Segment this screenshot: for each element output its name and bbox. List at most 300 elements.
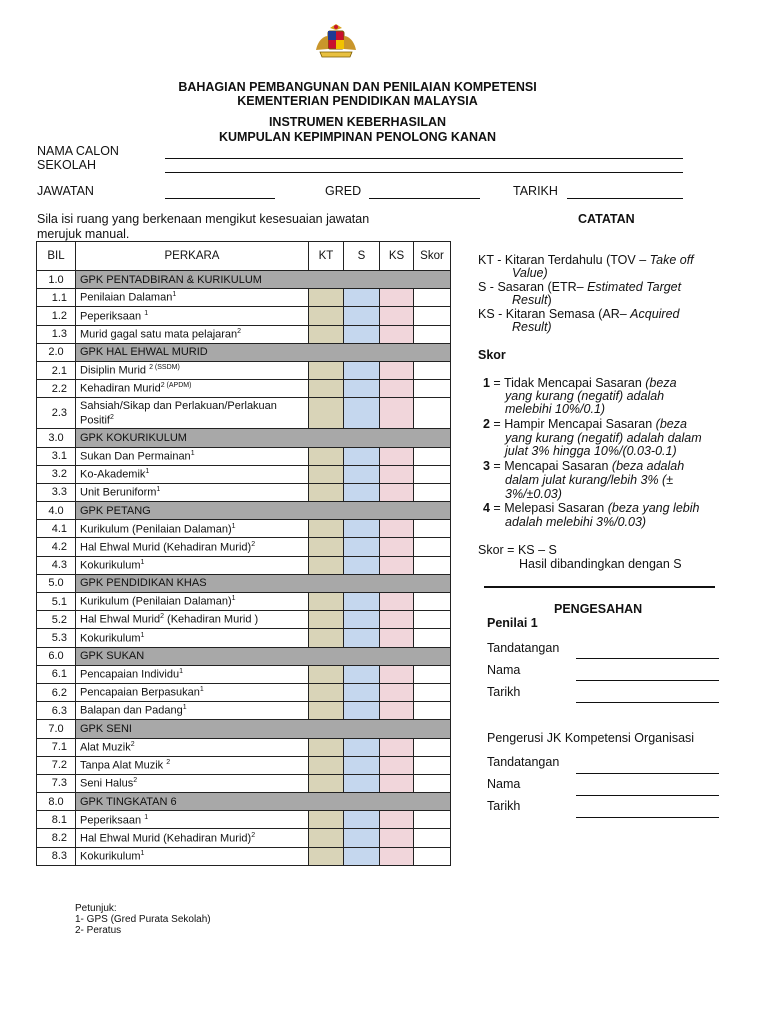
- section-number: 6.0: [37, 647, 76, 665]
- ks-cell[interactable]: [380, 629, 414, 647]
- skor-2: 2 = Hampir Mencapai Sasaran (beza: [483, 417, 687, 431]
- item-label: Tanpa Alat Muzik: [80, 759, 167, 772]
- header-ministry: KEMENTERIAN PENDIDIKAN MALAYSIA: [237, 94, 478, 108]
- section-number: 2.0: [37, 343, 76, 361]
- item-footnote: 2: [160, 613, 164, 621]
- sekolah-label: SEKOLAH: [37, 158, 97, 172]
- s-cell[interactable]: [344, 520, 380, 538]
- skor-cell[interactable]: [414, 289, 451, 307]
- tarikh-sign-field[interactable]: [576, 702, 719, 703]
- skor-2-line3: julat 3% hingga 10%/(0.03-0.1): [505, 444, 677, 458]
- table-row: [37, 756, 451, 774]
- pengesahan-title: PENGESAHAN: [554, 602, 643, 616]
- ks-cell[interactable]: [380, 520, 414, 538]
- item-perkara: [76, 756, 309, 774]
- item-perkara: [76, 665, 309, 683]
- kt-cell[interactable]: [309, 465, 344, 483]
- s-cell[interactable]: [344, 380, 380, 398]
- item-perkara: [76, 380, 309, 398]
- table-row: [37, 307, 451, 325]
- ks-cell[interactable]: [380, 447, 414, 465]
- item-footnote: 1: [190, 449, 195, 457]
- item-footnote: 1: [144, 813, 149, 821]
- section-number: 3.0: [37, 429, 76, 447]
- legend-ks-cont: Result): [512, 320, 552, 334]
- item-footnote: 1: [145, 467, 150, 475]
- item-label: Balapan dan Padang: [80, 705, 183, 718]
- ks-cell[interactable]: [380, 811, 414, 829]
- item-footnote: 2: [109, 413, 114, 421]
- item-perkara: [76, 556, 309, 574]
- s-cell[interactable]: [344, 398, 380, 429]
- ks-cell[interactable]: [380, 380, 414, 398]
- skor-4: 4 = Melepasi Sasaran (beza yang lebih: [483, 501, 700, 515]
- item-footnote: 1: [199, 686, 204, 694]
- item-perkara: [76, 307, 309, 325]
- skor-cell[interactable]: [414, 556, 451, 574]
- item-footnote: 1: [140, 849, 145, 857]
- instruction-line2: merujuk manual.: [37, 227, 130, 241]
- skor-2-line2: yang kurang (negatif) adalah dalam: [505, 431, 702, 445]
- item-label: Hal Ehwal Murid (Kehadiran Murid): [80, 832, 252, 845]
- skor-cell[interactable]: [414, 683, 451, 701]
- skor-cell[interactable]: [414, 847, 451, 865]
- item-perkara: [76, 629, 309, 647]
- item-number: 7.3: [37, 774, 76, 792]
- section-number: 4.0: [37, 502, 76, 520]
- kt-cell[interactable]: [309, 447, 344, 465]
- s-cell[interactable]: [344, 683, 380, 701]
- table-row: [37, 325, 451, 343]
- header-ks: KS: [380, 242, 414, 271]
- kt-cell[interactable]: [309, 683, 344, 701]
- s-cell[interactable]: [344, 811, 380, 829]
- tarikh2-field[interactable]: [576, 817, 719, 818]
- skor-cell[interactable]: [414, 380, 451, 398]
- s-cell[interactable]: [344, 774, 380, 792]
- skor-cell[interactable]: [414, 665, 451, 683]
- ks-cell[interactable]: [380, 307, 414, 325]
- s-cell[interactable]: [344, 665, 380, 683]
- ks-cell[interactable]: [380, 483, 414, 501]
- s-cell[interactable]: [344, 756, 380, 774]
- item-footnote: 2: [133, 777, 138, 785]
- penilai-label: Penilai 1: [487, 616, 538, 630]
- header-skor: Skor: [414, 242, 451, 271]
- skor-title: Skor: [478, 348, 506, 362]
- item-number: 5.3: [37, 629, 76, 647]
- item-number: 2.3: [37, 398, 76, 429]
- table-row: [37, 398, 451, 429]
- petunjuk-title: Petunjuk:: [75, 903, 117, 914]
- item-number: 3.3: [37, 483, 76, 501]
- ks-cell[interactable]: [380, 556, 414, 574]
- item-label: Alat Muzik: [80, 741, 131, 754]
- item-label: Kokurikulum: [80, 559, 141, 572]
- tarikh-label: TARIKH: [513, 184, 558, 198]
- item-footnote: 2: [251, 831, 256, 839]
- ks-cell[interactable]: [380, 465, 414, 483]
- table-row: [37, 538, 451, 556]
- legend-kt-cont: Value): [512, 266, 548, 280]
- divider: [484, 586, 715, 588]
- section-number: 8.0: [37, 793, 76, 811]
- table-row: [37, 847, 451, 865]
- item-number: 5.2: [37, 611, 76, 629]
- table-header-row: [37, 242, 451, 271]
- skor-formula: Skor = KS – S: [478, 543, 557, 557]
- petunjuk-item2: 2- Peratus: [75, 925, 122, 936]
- header-bil: BIL: [37, 242, 76, 271]
- item-footnote: 2 (SSDM): [149, 364, 180, 372]
- nama-calon-field[interactable]: [165, 158, 683, 159]
- header-department: BAHAGIAN PEMBANGUNAN DAN PENILAIAN KOMPETENSI: [178, 80, 537, 94]
- item-label: Hal Ehwal Murid: [80, 614, 161, 627]
- pengerusi-label: Pengerusi JK Kompetensi Organisasi: [487, 731, 695, 745]
- item-label: Disiplin Murid: [80, 364, 150, 377]
- item-label: Peperiksaan: [80, 814, 145, 827]
- ks-cell[interactable]: [380, 398, 414, 429]
- table-row: [37, 556, 451, 574]
- item-label: Sahsiah/Sikap dan Perlakuan/Perlakuan Positif: [80, 399, 277, 427]
- kt-cell[interactable]: [309, 756, 344, 774]
- section-row: [37, 574, 451, 592]
- item-label: Peperiksaan: [80, 310, 145, 323]
- header-group: KUMPULAN KEPIMPINAN PENOLONG KANAN: [218, 130, 497, 144]
- item-number: 5.1: [37, 593, 76, 611]
- table-row: [37, 289, 451, 307]
- kt-cell[interactable]: [309, 774, 344, 792]
- kt-cell[interactable]: [309, 556, 344, 574]
- skor-cell[interactable]: [414, 447, 451, 465]
- item-label: Sukan Dan Permainan: [80, 450, 191, 463]
- kt-cell[interactable]: [309, 361, 344, 379]
- item-number: 4.1: [37, 520, 76, 538]
- tandatangan-field[interactable]: [576, 658, 719, 659]
- skor-cell[interactable]: [414, 483, 451, 501]
- header-kt: KT: [309, 242, 344, 271]
- item-perkara: [76, 829, 309, 847]
- table-row: [37, 593, 451, 611]
- ks-cell[interactable]: [380, 289, 414, 307]
- item-perkara: [76, 611, 309, 629]
- section-row: [37, 429, 451, 447]
- item-label: Pencapaian Berpasukan: [80, 686, 200, 699]
- ks-cell[interactable]: [380, 756, 414, 774]
- skor-cell[interactable]: [414, 520, 451, 538]
- item-number: 6.3: [37, 702, 76, 720]
- item-number: 1.3: [37, 325, 76, 343]
- kt-cell[interactable]: [309, 811, 344, 829]
- item-footnote: 2: [130, 740, 135, 748]
- section-number: 1.0: [37, 271, 76, 289]
- nama-label: Nama: [487, 663, 521, 677]
- item-perkara: [76, 398, 309, 429]
- item-footnote: 2: [251, 540, 256, 548]
- item-perkara: [76, 289, 309, 307]
- table-row: [37, 611, 451, 629]
- item-footnote: 1: [172, 291, 177, 299]
- s-cell[interactable]: [344, 465, 380, 483]
- ks-cell[interactable]: [380, 702, 414, 720]
- table-row: [37, 447, 451, 465]
- section-row: [37, 720, 451, 738]
- table-row: [37, 738, 451, 756]
- item-number: 1.1: [37, 289, 76, 307]
- s-cell[interactable]: [344, 702, 380, 720]
- skor-cell[interactable]: [414, 738, 451, 756]
- kt-cell[interactable]: [309, 538, 344, 556]
- skor-3-line3: 3%/±0.03): [505, 487, 562, 501]
- item-footnote: 2: [166, 758, 171, 766]
- ks-cell[interactable]: [380, 829, 414, 847]
- table-row: [37, 520, 451, 538]
- skor-cell[interactable]: [414, 702, 451, 720]
- item-number: 4.3: [37, 556, 76, 574]
- kt-cell[interactable]: [309, 307, 344, 325]
- petunjuk-item1: 1- GPS (Gred Purata Sekolah): [75, 914, 211, 925]
- item-perkara: [76, 361, 309, 379]
- section-title: GPK PENTADBIRAN & KURIKULUM: [76, 271, 451, 289]
- ks-cell[interactable]: [380, 538, 414, 556]
- kt-cell[interactable]: [309, 325, 344, 343]
- s-cell[interactable]: [344, 325, 380, 343]
- kt-cell[interactable]: [309, 702, 344, 720]
- section-row: [37, 793, 451, 811]
- section-title: GPK SUKAN: [76, 647, 451, 665]
- ks-cell[interactable]: [380, 738, 414, 756]
- skor-1: 1 = Tidak Mencapai Sasaran (beza: [483, 376, 677, 390]
- item-label: Murid gagal satu mata pelajaran: [80, 328, 238, 341]
- item-label: Unit Beruniform: [80, 486, 157, 499]
- legend-s: S - Sasaran (ETR– Estimated Target: [478, 280, 682, 294]
- nama-calon-label: NAMA CALON: [37, 144, 119, 158]
- kt-cell[interactable]: [309, 289, 344, 307]
- item-perkara: [76, 465, 309, 483]
- item-label-suffix: (Kehadiran Murid ): [164, 614, 259, 627]
- item-footnote: 1: [231, 522, 236, 530]
- kt-cell[interactable]: [309, 629, 344, 647]
- tandatangan2-field[interactable]: [576, 773, 719, 774]
- skor-cell[interactable]: [414, 811, 451, 829]
- skor-cell[interactable]: [414, 307, 451, 325]
- skor-cell[interactable]: [414, 538, 451, 556]
- section-number: 5.0: [37, 574, 76, 592]
- section-title: GPK PENDIDIKAN KHAS: [76, 574, 451, 592]
- item-perkara: [76, 593, 309, 611]
- skor-cell[interactable]: [414, 325, 451, 343]
- skor-3-line2: dalam julat kurang/lebih 3% (±: [505, 473, 674, 487]
- skor-cell[interactable]: [414, 611, 451, 629]
- catatan-title: CATATAN: [578, 212, 635, 226]
- s-cell[interactable]: [344, 289, 380, 307]
- kt-cell[interactable]: [309, 520, 344, 538]
- item-number: 8.3: [37, 847, 76, 865]
- table-row: [37, 665, 451, 683]
- table-row: [37, 683, 451, 701]
- item-number: 7.2: [37, 756, 76, 774]
- item-perkara: [76, 738, 309, 756]
- item-number: 3.2: [37, 465, 76, 483]
- section-title: GPK SENI: [76, 720, 451, 738]
- item-footnote: 1: [140, 558, 145, 566]
- skor-cell[interactable]: [414, 361, 451, 379]
- item-label: Seni Halus: [80, 777, 134, 790]
- ks-cell[interactable]: [380, 665, 414, 683]
- item-footnote: 1: [144, 309, 149, 317]
- kt-cell[interactable]: [309, 738, 344, 756]
- header-s: S: [344, 242, 380, 271]
- item-number: 1.2: [37, 307, 76, 325]
- header-perkara: PERKARA: [76, 242, 309, 271]
- tarikh-field[interactable]: [567, 198, 683, 199]
- item-perkara: [76, 520, 309, 538]
- item-label: Kehadiran Murid: [80, 383, 161, 396]
- skor-cell[interactable]: [414, 756, 451, 774]
- skor-cell[interactable]: [414, 829, 451, 847]
- ks-cell[interactable]: [380, 774, 414, 792]
- kt-cell[interactable]: [309, 665, 344, 683]
- s-cell[interactable]: [344, 483, 380, 501]
- sekolah-field[interactable]: [165, 172, 683, 173]
- table-row: [37, 629, 451, 647]
- item-label: Hal Ehwal Murid (Kehadiran Murid): [80, 541, 252, 554]
- nama2-field[interactable]: [576, 795, 719, 796]
- table-row: [37, 361, 451, 379]
- ks-cell[interactable]: [380, 593, 414, 611]
- section-number: 7.0: [37, 720, 76, 738]
- ks-cell[interactable]: [380, 847, 414, 865]
- s-cell[interactable]: [344, 307, 380, 325]
- tandatangan2-label: Tandatangan: [487, 755, 560, 769]
- item-label: Pencapaian Individu: [80, 668, 180, 681]
- item-number: 3.1: [37, 447, 76, 465]
- skor-3: 3 = Mencapai Sasaran (beza adalah: [483, 459, 685, 473]
- s-cell[interactable]: [344, 447, 380, 465]
- tandatangan-label: Tandatangan: [487, 641, 560, 655]
- table-row: [37, 465, 451, 483]
- item-number: 8.1: [37, 811, 76, 829]
- kt-cell[interactable]: [309, 829, 344, 847]
- legend-kt: KT - Kitaran Terdahulu (TOV – Take off: [478, 253, 694, 267]
- table-row: [37, 702, 451, 720]
- item-footnote: 2: [237, 327, 242, 335]
- item-perkara: [76, 774, 309, 792]
- item-perkara: [76, 811, 309, 829]
- item-perkara: [76, 847, 309, 865]
- item-footnote: 2 (APDM): [160, 382, 192, 390]
- ks-cell[interactable]: [380, 611, 414, 629]
- item-footnote: 1: [156, 486, 161, 494]
- item-perkara: [76, 702, 309, 720]
- s-cell[interactable]: [344, 556, 380, 574]
- item-number: 6.2: [37, 683, 76, 701]
- item-number: 2.2: [37, 380, 76, 398]
- item-perkara: [76, 683, 309, 701]
- item-label: Kurikulum (Penilaian Dalaman): [80, 595, 232, 608]
- jawatan-label: JAWATAN: [37, 184, 94, 198]
- item-label: Kokurikulum: [80, 632, 141, 645]
- item-label: Ko-Akademik: [80, 468, 146, 481]
- kt-cell[interactable]: [309, 398, 344, 429]
- legend-ks: KS - Kitaran Semasa (AR– Acquired: [478, 307, 680, 321]
- tarikh-sign-label: Tarikh: [487, 685, 521, 699]
- s-cell[interactable]: [344, 738, 380, 756]
- section-row: [37, 271, 451, 289]
- ks-cell[interactable]: [380, 361, 414, 379]
- section-row: [37, 502, 451, 520]
- nama-field[interactable]: [576, 680, 719, 681]
- item-footnote: 1: [182, 704, 187, 712]
- item-number: 6.1: [37, 665, 76, 683]
- skor-cell[interactable]: [414, 593, 451, 611]
- ks-cell[interactable]: [380, 683, 414, 701]
- nama2-label: Nama: [487, 777, 521, 791]
- item-footnote: 1: [140, 631, 145, 639]
- skor-cell[interactable]: [414, 774, 451, 792]
- item-perkara: [76, 447, 309, 465]
- kt-cell[interactable]: [309, 380, 344, 398]
- s-cell[interactable]: [344, 611, 380, 629]
- skor-cell[interactable]: [414, 629, 451, 647]
- s-cell[interactable]: [344, 847, 380, 865]
- tarikh2-label: Tarikh: [487, 799, 521, 813]
- item-label: Kokurikulum: [80, 850, 141, 863]
- skor-cell[interactable]: [414, 398, 451, 429]
- section-title: GPK TINGKATAN 6: [76, 793, 451, 811]
- kt-cell[interactable]: [309, 593, 344, 611]
- legend-s-cont: Result): [512, 293, 552, 307]
- item-number: 4.2: [37, 538, 76, 556]
- item-label: Penilaian Dalaman: [80, 292, 173, 305]
- s-cell[interactable]: [344, 593, 380, 611]
- section-title: GPK PETANG: [76, 502, 451, 520]
- item-footnote: 1: [179, 668, 183, 676]
- item-footnote: 1: [231, 595, 236, 603]
- kt-cell[interactable]: [309, 611, 344, 629]
- item-number: 7.1: [37, 738, 76, 756]
- item-perkara: [76, 483, 309, 501]
- s-cell[interactable]: [344, 629, 380, 647]
- item-number: 2.1: [37, 361, 76, 379]
- gred-field[interactable]: [369, 198, 480, 199]
- s-cell[interactable]: [344, 538, 380, 556]
- instruction-line1: Sila isi ruang yang berkenaan mengikut kesesuaian jawatan: [37, 212, 370, 226]
- table-row: [37, 829, 451, 847]
- table-row: [37, 774, 451, 792]
- section-title: GPK KOKURIKULUM: [76, 429, 451, 447]
- kt-cell[interactable]: [309, 483, 344, 501]
- item-perkara: [76, 325, 309, 343]
- skor-formula-note: Hasil dibandingkan dengan S: [519, 557, 682, 571]
- ks-cell[interactable]: [380, 325, 414, 343]
- jawatan-field[interactable]: [165, 198, 275, 199]
- gred-label: GRED: [325, 184, 362, 198]
- item-label: Kurikulum (Penilaian Dalaman): [80, 523, 232, 536]
- kt-cell[interactable]: [309, 847, 344, 865]
- table-row: [37, 380, 451, 398]
- coat-of-arms-emblem: [312, 22, 360, 60]
- skor-cell[interactable]: [414, 465, 451, 483]
- skor-1-line3: melebihi 10%/0.1): [505, 402, 606, 416]
- competency-table: [36, 241, 451, 866]
- skor-4-line2: adalah melebihi 3%/0.03): [505, 515, 647, 529]
- item-perkara: [76, 538, 309, 556]
- table-row: [37, 811, 451, 829]
- s-cell[interactable]: [344, 829, 380, 847]
- s-cell[interactable]: [344, 361, 380, 379]
- section-row: [37, 343, 451, 361]
